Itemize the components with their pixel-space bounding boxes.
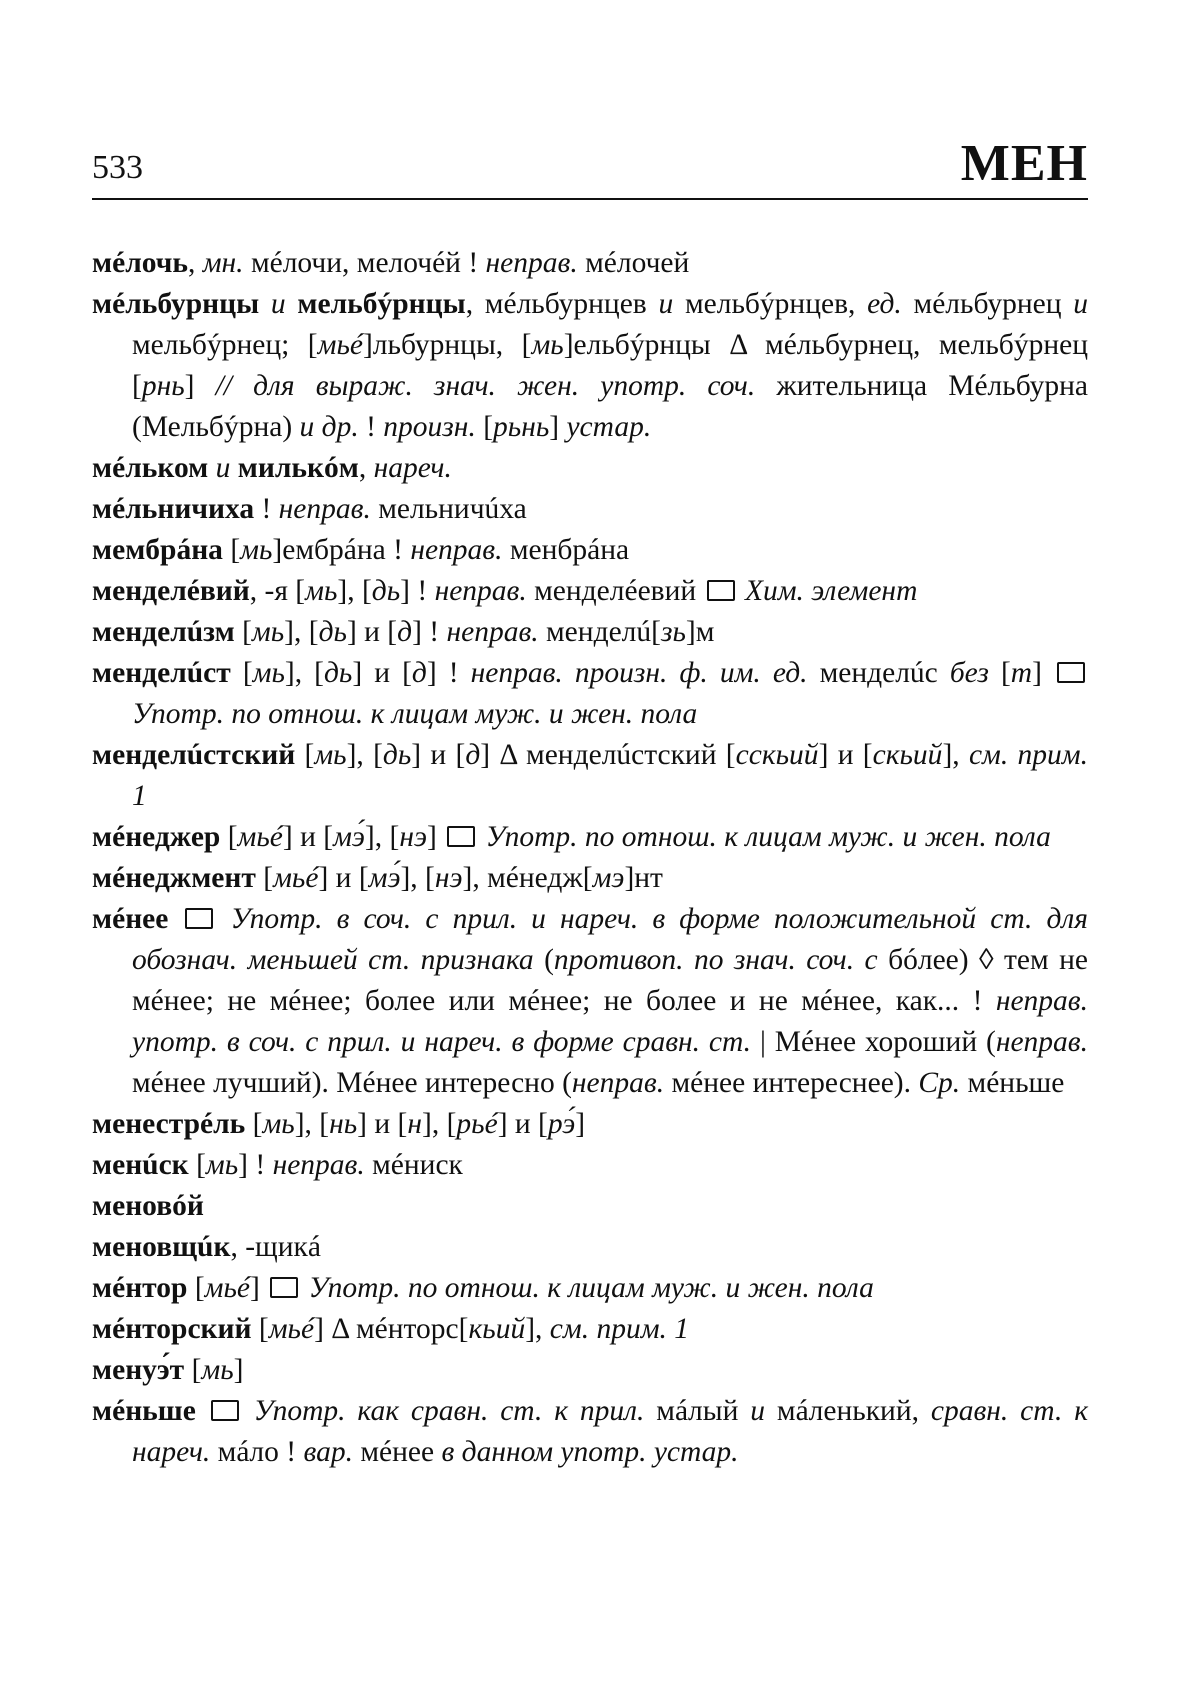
entry-label: мь xyxy=(252,657,285,689)
usage-box-icon xyxy=(270,1277,298,1298)
entry-text: [ xyxy=(230,657,253,689)
entry-text: ] xyxy=(250,1272,268,1304)
entry-label: см. прим. 1 xyxy=(549,1313,690,1345)
entry-label: сравн. ст. к нареч. xyxy=(132,1395,1089,1468)
entry-text: [ xyxy=(295,739,315,771)
entry-label: мн. xyxy=(202,247,244,279)
entry-text: мáленький, xyxy=(765,1395,931,1427)
entry-label: нь xyxy=(329,1108,358,1140)
entry-text xyxy=(242,1395,254,1427)
entry-text: [ xyxy=(475,411,494,443)
entry-text: ] Δ мéнторс[ xyxy=(314,1313,469,1345)
entry-label: и xyxy=(658,288,674,320)
entry-label: скьий xyxy=(872,739,943,771)
entry-label: ед. xyxy=(867,288,902,320)
entry-label: н xyxy=(407,1108,422,1140)
entry-text: мáлый xyxy=(644,1395,751,1427)
entry-text: ]м xyxy=(685,616,715,648)
entry-label: устар. xyxy=(566,411,652,443)
entry-text xyxy=(208,452,215,484)
entry-text: менделéевий xyxy=(526,575,704,607)
entry-label: неправ. xyxy=(995,1026,1088,1058)
entry-label: мэ́ xyxy=(368,862,401,894)
entry-label: мь xyxy=(531,329,564,361)
entry-label: мь xyxy=(262,1108,295,1140)
entry-headword: мéнее xyxy=(92,903,169,935)
entry-text: бóлее) ◊ тем не мéнее; не мéнее; более или мéнее; не более и не мéнее, как... ! xyxy=(132,944,1089,1017)
entry-label: неправ. xyxy=(485,247,578,279)
entry-headword: мéнеджер xyxy=(92,821,221,853)
entry-label: Ср. xyxy=(918,1067,961,1099)
entry-label: неправ. xyxy=(571,1067,665,1099)
entry-label: нэ xyxy=(399,821,427,853)
entry-text: мéлочей xyxy=(577,247,690,279)
entry-label: дь xyxy=(382,739,412,771)
entry-label: д xyxy=(411,657,427,689)
entry-text: жительница Мéльбурна (Мельбýрна) xyxy=(132,370,1089,443)
entry-label: мь xyxy=(314,739,347,771)
entry-label: неправ. xyxy=(410,534,503,566)
entry-text: ], xyxy=(525,1313,550,1345)
entry-label: произн. xyxy=(383,411,476,443)
guide-word: МЕН xyxy=(960,135,1088,192)
entry-text: ! xyxy=(254,493,279,525)
entry-headword: мéнторский xyxy=(92,1313,252,1345)
entry-text: ], мéнедж[ xyxy=(462,862,593,894)
entry-headword: мéньше xyxy=(92,1395,196,1427)
entry-text: ], [ xyxy=(284,657,324,689)
dictionary-entry xyxy=(92,653,1088,735)
entry-text: ] и [ xyxy=(497,1108,548,1140)
entry-text: ] xyxy=(233,1354,244,1386)
entry-headword: менделúст xyxy=(92,657,231,689)
entry-headword: мéлочь xyxy=(92,247,188,279)
entry-text xyxy=(301,1272,308,1304)
usage-box-icon xyxy=(447,826,475,847)
entry-label: мь xyxy=(251,616,285,648)
entry-text: [ xyxy=(184,1354,202,1386)
entry-label: мь xyxy=(201,1354,234,1386)
entry-text: ]нт xyxy=(624,862,663,894)
entry-label: противоп. по знач. соч. с xyxy=(553,944,878,976)
entry-text: , xyxy=(187,247,203,279)
entry-text: , -щикá xyxy=(230,1231,321,1263)
usage-box-icon xyxy=(211,1400,239,1421)
dictionary-entry xyxy=(92,1391,1088,1473)
entry-text: ], [ xyxy=(346,739,383,771)
entry-text: ! xyxy=(358,411,384,443)
entry-text: [ xyxy=(988,657,1011,689)
entry-label: и xyxy=(270,288,286,320)
entry-text: [ xyxy=(188,1149,206,1181)
entry-text: мéниск xyxy=(364,1149,463,1181)
entry-label: неправ. произн. ф. им. ед. xyxy=(470,657,808,689)
entry-label: и xyxy=(215,452,231,484)
entry-label: сскьий xyxy=(735,739,819,771)
dictionary-entry xyxy=(92,1104,1088,1145)
entry-label: д xyxy=(465,739,481,771)
dictionary-entry xyxy=(92,899,1088,1104)
entry-text xyxy=(196,1395,208,1427)
entry-text: ], [ xyxy=(364,821,400,853)
entry-label: Употр. по отнош. к лицам муж. и жен. пола xyxy=(485,821,1051,853)
entry-text: ]ельбýрнцы Δ мéльбурнец, мельбýрнец [ xyxy=(132,329,1088,402)
entry-headword: меновóй xyxy=(92,1190,204,1222)
entry-headword: мéнеджмент xyxy=(92,862,256,894)
entry-label: мь xyxy=(305,575,338,607)
entry-text: ( xyxy=(533,944,554,976)
entry-text xyxy=(230,452,237,484)
dictionary-entry xyxy=(92,1227,1088,1268)
entry-label: см. прим. 1 xyxy=(132,739,1089,812)
entry-label: мьé xyxy=(273,862,319,894)
dictionary-entry xyxy=(92,1350,1088,1391)
entry-text: [ xyxy=(222,534,241,566)
entry-text: [ xyxy=(234,616,252,648)
entry-text: мéлочи, мелочéй ! xyxy=(243,247,486,279)
entry-label: нареч. xyxy=(373,452,452,484)
usage-box-icon xyxy=(1057,662,1085,683)
entry-text: | Мéнее хороший ( xyxy=(751,1026,996,1058)
entry-label: Употр. в соч. с прил. и нареч. в форме положительной ст. для обознач. меньшей ст. признака xyxy=(132,903,1088,976)
dictionary-entry xyxy=(92,530,1088,571)
entry-text: , мéльбурнцев xyxy=(465,288,659,320)
entry-label: // для выраж. знач. жен. употр. соч. xyxy=(215,370,756,402)
entry-text: мельбýрнец; [ xyxy=(132,329,318,361)
entry-headword: мембрáна xyxy=(92,534,223,566)
entry-text: ], xyxy=(942,739,969,771)
entry-label: мьé xyxy=(204,1272,251,1304)
entry-text: ], [ xyxy=(422,1108,457,1140)
entry-label: рьé xyxy=(456,1108,498,1140)
entry-headword: милькóм xyxy=(237,452,359,484)
dictionary-entries xyxy=(92,243,1088,1473)
entry-text: [ xyxy=(245,1108,263,1140)
entry-label: дь xyxy=(371,575,401,607)
entry-text: ] и [ xyxy=(346,616,398,648)
entry-label: дь xyxy=(324,657,353,689)
entry-label: Употр. по отнош. к лицам муж. и жен. пола xyxy=(132,698,698,730)
entry-text: ] xyxy=(575,1108,586,1140)
entry-label: мьé xyxy=(237,821,283,853)
entry-label: зь xyxy=(660,616,686,648)
entry-label: неправ. xyxy=(446,616,539,648)
entry-label: Употр. как сравн. ст. к прил. xyxy=(253,1395,645,1427)
entry-text: [ xyxy=(187,1272,205,1304)
entry-text: ] ! xyxy=(238,1149,273,1181)
usage-box-icon xyxy=(185,908,213,929)
dictionary-entry xyxy=(92,817,1088,858)
dictionary-entry xyxy=(92,571,1088,612)
entry-headword: менестрéль xyxy=(92,1108,246,1140)
entry-text: ] ! xyxy=(412,616,447,648)
entry-text: мéнее лучший). Мéнее интересно ( xyxy=(132,1067,572,1099)
entry-headword: менделéвий xyxy=(92,575,250,607)
entry-text: [ xyxy=(255,862,274,894)
entry-headword: менделúзм xyxy=(92,616,235,648)
entry-text: ] и [ xyxy=(818,739,873,771)
entry-text: ]ембрáна ! xyxy=(272,534,411,566)
entry-label: неправ. употр. в соч. с прил. и нареч. в форме сравн. ст. xyxy=(132,985,1088,1058)
entry-label: неправ. xyxy=(278,493,371,525)
entry-text xyxy=(738,575,745,607)
entry-label: дь xyxy=(318,616,347,648)
entry-text: ]льбурнцы, [ xyxy=(362,329,532,361)
entry-label: мь xyxy=(205,1149,239,1181)
entry-label: рьнь xyxy=(493,411,550,443)
entry-headword: мéльничиха xyxy=(92,493,255,525)
entry-headword: мельбýрнцы xyxy=(297,288,466,320)
entry-text xyxy=(286,288,298,320)
dictionary-entry xyxy=(92,284,1088,448)
entry-text: мельбýрнцев, xyxy=(673,288,868,320)
entry-text: ], [ xyxy=(400,862,435,894)
entry-text: ], [ xyxy=(294,1108,330,1140)
dictionary-entry xyxy=(92,448,1088,489)
entry-label: рэ́ xyxy=(547,1108,576,1140)
entry-label: рнь xyxy=(141,370,185,402)
entry-text xyxy=(259,288,271,320)
entry-text: менделú[ xyxy=(538,616,661,648)
entry-headword: мéльком xyxy=(92,452,209,484)
dictionary-entry xyxy=(92,489,1088,530)
entry-text xyxy=(216,903,230,935)
entry-text: [ xyxy=(251,1313,269,1345)
entry-text: мáло ! xyxy=(210,1436,304,1468)
entry-text xyxy=(168,903,182,935)
entry-text: мéньше xyxy=(960,1067,1065,1099)
entry-label: д xyxy=(397,616,413,648)
entry-headword: мéнтор xyxy=(92,1272,188,1304)
entry-text: ] и [ xyxy=(411,739,466,771)
entry-label: Употр. по отнош. к лицам муж. и жен. пола xyxy=(308,1272,874,1304)
entry-label: Хим. элемент xyxy=(744,575,918,607)
entry-text: ] ! xyxy=(400,575,435,607)
entry-label: в данном употр. устар. xyxy=(441,1436,739,1468)
entry-text: , xyxy=(358,452,374,484)
entry-text: ] xyxy=(1032,657,1054,689)
page-number: 533 xyxy=(92,149,143,186)
entry-label: вар. xyxy=(303,1436,353,1468)
entry-text: мéнее интереснее). xyxy=(664,1067,919,1099)
entry-label: мьé xyxy=(268,1313,315,1345)
entry-text: менбрáна xyxy=(502,534,630,566)
dictionary-entry xyxy=(92,1186,1088,1227)
entry-text: ] ! xyxy=(426,657,471,689)
entry-label: кьий xyxy=(468,1313,526,1345)
entry-label: и xyxy=(750,1395,766,1427)
entry-text: ] Δ менделúстский [ xyxy=(480,739,736,771)
entry-label: неправ. xyxy=(272,1149,365,1181)
entry-text xyxy=(478,821,485,853)
entry-text: ] и [ xyxy=(318,862,369,894)
entry-text: ], [ xyxy=(284,616,319,648)
dictionary-entry xyxy=(92,858,1088,899)
entry-text: мéльбурнец xyxy=(901,288,1074,320)
entry-label: нэ xyxy=(434,862,463,894)
entry-label: и др. xyxy=(299,411,359,443)
dictionary-entry xyxy=(92,1309,1088,1350)
entry-label: мь xyxy=(240,534,273,566)
dictionary-entry xyxy=(92,1145,1088,1186)
entry-label: мэ́ xyxy=(333,821,365,853)
entry-headword: менуэ́т xyxy=(92,1354,185,1386)
entry-text: ] xyxy=(426,821,445,853)
entry-text: [ xyxy=(220,821,238,853)
entry-text: мéнее xyxy=(352,1436,442,1468)
entry-label: мэ xyxy=(592,862,625,894)
usage-box-icon xyxy=(707,580,735,601)
entry-label: и xyxy=(1073,288,1089,320)
entry-text: ] и [ xyxy=(352,657,412,689)
entry-text: , -я [ xyxy=(249,575,306,607)
entry-text: ] и [ xyxy=(282,821,334,853)
entry-label: неправ. xyxy=(434,575,527,607)
entry-headword: мéльбурнцы xyxy=(92,288,260,320)
entry-text: ], [ xyxy=(337,575,372,607)
entry-label: т xyxy=(1010,657,1033,689)
dictionary-entry xyxy=(92,612,1088,653)
entry-label: без xyxy=(949,657,989,689)
dictionary-entry xyxy=(92,243,1088,284)
entry-label: мьé xyxy=(317,329,363,361)
entry-text: менделúс xyxy=(807,657,950,689)
entry-headword: менделúстский xyxy=(92,739,296,771)
entry-text: ] xyxy=(549,411,567,443)
entry-text: мельничúха xyxy=(370,493,527,525)
page-header xyxy=(92,128,1088,200)
dictionary-entry xyxy=(92,1268,1088,1309)
dictionary-entry xyxy=(92,735,1088,817)
entry-headword: меновщúк xyxy=(92,1231,231,1263)
entry-text: ] и [ xyxy=(357,1108,408,1140)
entry-text: ] xyxy=(184,370,216,402)
entry-headword: менúск xyxy=(92,1149,189,1181)
